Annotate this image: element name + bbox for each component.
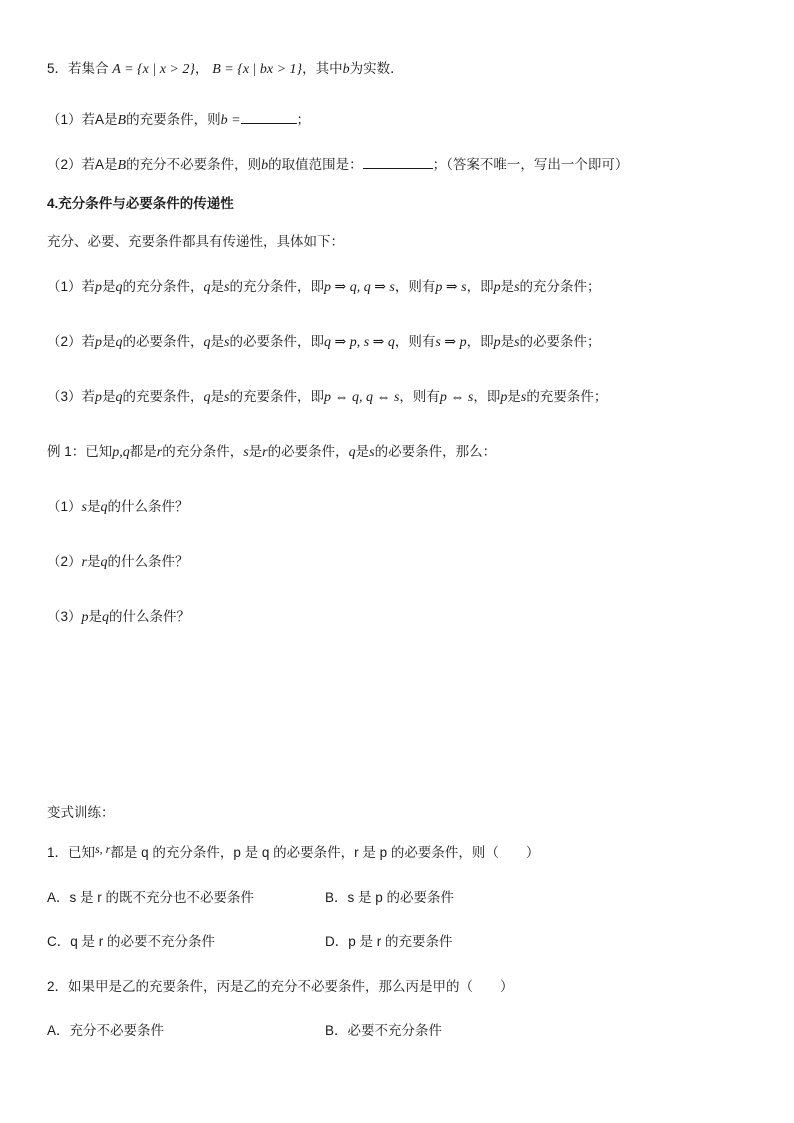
example-1-sub-1 [47,497,188,518]
text: 的充分条件， [122,279,204,294]
var: s [224,335,230,350]
text: 的充要条件，则 [126,112,221,127]
text: ，则有 [399,389,440,404]
text: 的什么条件？ [109,609,191,624]
text: 的必要条件， [267,444,349,459]
var: r [156,445,163,460]
practice-question-1 [47,843,539,863]
var: q [100,500,108,515]
text: 的必要条件； [519,334,601,349]
option-b[interactable]: B．必要不充分条件 [325,1023,443,1038]
text: 的充分条件； [519,279,601,294]
var: p,q [112,445,130,460]
text: 的必要条件，那么： [374,444,497,459]
text: （2）若 [47,334,96,349]
var: q [348,445,356,460]
var: s [224,390,230,405]
formula: s ⇒ p [435,335,467,350]
transitivity-line-2 [47,332,601,353]
var: s [514,335,520,350]
text: 是 [86,554,101,569]
text: 的充要条件； [526,389,608,404]
text: 的什么条件？ [107,499,189,514]
var: B [117,158,127,173]
text: （2）若 [47,157,96,172]
formula: q ⇒ p, s ⇒ q [323,335,395,350]
text: 的充要条件，即 [229,389,324,404]
var: b [342,62,350,77]
var: s [520,390,527,405]
text: ， [194,61,209,76]
formula: p ⇔ s [439,390,474,405]
var: p [81,610,89,625]
text: 是 [210,389,225,404]
var: A [95,157,105,172]
text: 是 [500,334,515,349]
transitivity-line-3 [47,387,607,408]
section-title: 4.充分条件与必要条件的传递性 [47,196,234,211]
practice-title: 变式训练： [47,805,115,820]
text: 若集合 [68,61,109,76]
var: p [493,280,501,295]
text: （2） [47,554,82,569]
text: 的必要条件， [122,334,204,349]
example-1-stem [47,442,496,463]
text: 是 [88,609,103,624]
var: p [493,335,501,350]
var: B [117,113,127,128]
var: q [115,390,123,405]
text: 为实数． [349,61,404,76]
example-1-sub-2 [47,552,188,573]
text: ，即 [466,279,494,294]
text: 是 [355,444,370,459]
set-a-formula: A = {x | x > 2} [112,62,195,77]
var: s, r [95,842,111,856]
text: 是 [210,334,225,349]
text: 的什么条件？ [107,554,189,569]
var: s [243,445,249,460]
text: 的充分条件，即 [229,279,324,294]
formula: p ⇒ s [435,280,467,295]
answer-blank[interactable] [363,154,433,169]
option-a[interactable]: A．充分不必要条件 [47,1023,165,1038]
text: 的取值范围是： [268,157,363,172]
question-5-part-2 [47,154,628,176]
text: 是 [104,112,118,127]
set-b-formula: B = {x | bx > 1} [212,62,303,77]
text: 是 [248,444,263,459]
text: 是 [210,279,225,294]
text: 1．已知 [47,845,96,860]
text: ，即 [473,389,501,404]
text: 是 [102,334,116,349]
var: p [95,390,103,405]
option-c[interactable]: C．q 是 r 的必要不充分条件 [47,934,216,949]
text: ，其中 [302,61,343,76]
var: p [500,390,508,405]
formula: p ⇒ q, q ⇒ s [323,280,395,295]
var: q [100,555,108,570]
var: s [81,500,87,515]
var: p [95,335,103,350]
var: r [81,555,87,570]
text: 是 [507,389,521,404]
text: 都是 q 的充分条件，p 是 q 的必要条件，r 是 p 的必要条件，则（ ） [110,845,540,860]
section-intro: 充分、必要、充要条件都具有传递性，具体如下： [47,234,344,249]
text: 是 [102,279,116,294]
text: ，则有 [394,334,436,349]
text: ；（答案不唯一，写出一个即可） [432,157,629,172]
text: 是 [86,499,101,514]
practice-question-2: 2．如果甲是乙的充要条件，丙是乙的充分不必要条件，那么丙是甲的（ ） [47,979,514,994]
formula: p ⇔ q, q ⇔ s [323,390,400,405]
var: q [115,280,123,295]
question-5-stem [47,59,404,80]
var: q [203,390,211,405]
text: 例 1：已知 [47,444,113,459]
text: 的充分不必要条件，则 [126,157,262,172]
text: （1） [47,499,82,514]
text: （3）若 [47,389,96,404]
var: q [203,280,211,295]
var: r [262,445,268,460]
question-5-part-1 [47,109,310,131]
text: 是 [104,157,118,172]
text: ，即 [466,334,494,349]
text: ，则有 [394,279,436,294]
var: p [95,280,103,295]
option-b[interactable]: B．s 是 p 的必要条件 [325,890,455,905]
text: 是 [102,389,116,404]
var: s [369,445,375,460]
option-a[interactable]: A．s 是 r 的既不充分也不必要条件 [47,890,255,905]
text: 都是 [129,444,157,459]
var: b = [220,113,241,128]
text: ； [296,112,311,127]
text: 的充分条件， [162,444,244,459]
transitivity-line-1 [47,277,601,298]
text: 是 [500,279,515,294]
text: 的充要条件， [122,389,204,404]
text: 的必要条件，即 [229,334,324,349]
answer-blank[interactable] [241,109,297,124]
question-number: 5． [47,61,69,76]
var: s [224,280,230,295]
text: （1）若 [47,112,96,127]
text: （1）若 [47,279,96,294]
var: b [261,158,269,173]
var: s [514,280,520,295]
option-d[interactable]: D．p 是 r 的充要条件 [325,934,453,949]
var: A [95,112,105,127]
var: q [115,335,123,350]
example-1-sub-3 [47,607,190,628]
var: q [102,610,110,625]
text: （3） [47,609,82,624]
var: q [203,335,211,350]
